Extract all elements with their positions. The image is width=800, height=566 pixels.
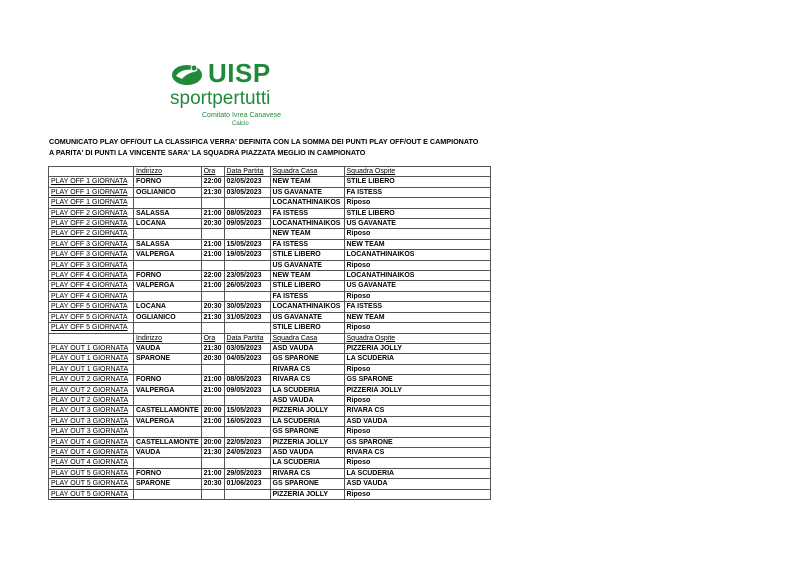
- away-team-cell: Riposo: [344, 489, 490, 499]
- time-cell: [201, 395, 224, 405]
- home-team-cell: ASD VAUDA: [270, 395, 344, 405]
- away-team-cell: FA ISTESS: [344, 302, 490, 312]
- phase-cell: PLAY OFF 1 GIORNATA: [49, 187, 134, 197]
- away-team-cell: Riposo: [344, 229, 490, 239]
- time-cell: 20:30: [201, 479, 224, 489]
- phase-cell: PLAY OUT 5 GIORNATA: [49, 489, 134, 499]
- time-cell: 21:00: [201, 416, 224, 426]
- phase-cell: PLAY OUT 2 GIORNATA: [49, 385, 134, 395]
- table-row: [49, 395, 491, 405]
- place-cell: VALPERGA: [134, 281, 202, 291]
- uisp-logo: [168, 60, 298, 130]
- away-team-cell: Riposo: [344, 323, 490, 333]
- away-team-cell: PIZZERIA JOLLY: [344, 343, 490, 353]
- home-team-cell: ASD VAUDA: [270, 343, 344, 353]
- place-cell: VALPERGA: [134, 385, 202, 395]
- place-cell: CASTELLAMONTE: [134, 437, 202, 447]
- away-team-cell: Riposo: [344, 395, 490, 405]
- time-cell: 21:30: [201, 343, 224, 353]
- away-team-cell: Riposo: [344, 260, 490, 270]
- home-team-cell: STILE LIBERO: [270, 281, 344, 291]
- home-team-cell: PIZZERIA JOLLY: [270, 489, 344, 499]
- place-cell: VAUDA: [134, 343, 202, 353]
- phase-cell: PLAY OFF 2 GIORNATA: [49, 229, 134, 239]
- away-team-cell: FA ISTESS: [344, 187, 490, 197]
- time-cell: [201, 229, 224, 239]
- time-cell: 20:30: [201, 219, 224, 229]
- time-cell: 21:30: [201, 187, 224, 197]
- date-cell: 09/05/2023: [224, 219, 270, 229]
- place-cell: FORNO: [134, 375, 202, 385]
- time-cell: 21:00: [201, 281, 224, 291]
- notice-line-1: COMUNICATO PLAY OFF/OUT LA CLASSIFICA VERRA' DEFINITA CON LA SOMMA DEI PUNTI PLAY OFF/OUT E CAMPIONATO: [49, 137, 479, 146]
- table-header-row: [49, 333, 491, 343]
- phase-cell: PLAY OFF 5 GIORNATA: [49, 312, 134, 322]
- date-cell: 09/05/2023: [224, 385, 270, 395]
- phase-cell: PLAY OUT 5 GIORNATA: [49, 468, 134, 478]
- away-team-cell: GS SPARONE: [344, 375, 490, 385]
- date-cell: [224, 260, 270, 270]
- date-cell: 15/05/2023: [224, 406, 270, 416]
- date-cell: 19/05/2023: [224, 250, 270, 260]
- date-cell: [224, 198, 270, 208]
- time-cell: [201, 364, 224, 374]
- home-team-cell: FA ISTESS: [270, 208, 344, 218]
- home-team-cell: LOCANATHINAIKOS: [270, 302, 344, 312]
- phase-cell: PLAY OFF 1 GIORNATA: [49, 198, 134, 208]
- table-row: [49, 271, 491, 281]
- phase-cell: PLAY OFF 4 GIORNATA: [49, 271, 134, 281]
- header-empty: [49, 167, 134, 177]
- home-team-cell: LOCANATHINAIKOS: [270, 219, 344, 229]
- table-row: [49, 208, 491, 218]
- phase-cell: PLAY OUT 5 GIORNATA: [49, 479, 134, 489]
- phase-cell: PLAY OUT 4 GIORNATA: [49, 437, 134, 447]
- date-cell: 04/05/2023: [224, 354, 270, 364]
- time-cell: 20:00: [201, 406, 224, 416]
- date-cell: [224, 489, 270, 499]
- away-team-cell: Riposo: [344, 427, 490, 437]
- away-team-cell: STILE LIBERO: [344, 177, 490, 187]
- date-cell: 03/05/2023: [224, 343, 270, 353]
- phase-cell: PLAY OFF 3 GIORNATA: [49, 260, 134, 270]
- place-cell: [134, 260, 202, 270]
- table-row: [49, 343, 491, 353]
- phase-cell: PLAY OFF 4 GIORNATA: [49, 291, 134, 301]
- date-cell: [224, 395, 270, 405]
- place-cell: FORNO: [134, 177, 202, 187]
- away-team-cell: ASD VAUDA: [344, 479, 490, 489]
- home-team-cell: GS SPARONE: [270, 354, 344, 364]
- place-cell: CASTELLAMONTE: [134, 406, 202, 416]
- home-team-cell: LA SCUDERIA: [270, 416, 344, 426]
- date-cell: 15/05/2023: [224, 239, 270, 249]
- header-indirizzo: Indirizzo: [134, 167, 202, 177]
- away-team-cell: PIZZERIA JOLLY: [344, 385, 490, 395]
- date-cell: 29/05/2023: [224, 468, 270, 478]
- place-cell: FORNO: [134, 271, 202, 281]
- home-team-cell: US GAVANATE: [270, 312, 344, 322]
- table-row: [49, 198, 491, 208]
- time-cell: [201, 427, 224, 437]
- logo-committee: Comitato Ivrea Canavese: [202, 112, 281, 119]
- home-team-cell: RIVARA CS: [270, 468, 344, 478]
- date-cell: 24/05/2023: [224, 447, 270, 457]
- time-cell: 20:30: [201, 354, 224, 364]
- table-row: [49, 302, 491, 312]
- home-team-cell: RIVARA CS: [270, 375, 344, 385]
- place-cell: LOCANA: [134, 219, 202, 229]
- schedule-table: [48, 166, 491, 500]
- away-team-cell: GS SPARONE: [344, 437, 490, 447]
- away-team-cell: US GAVANATE: [344, 281, 490, 291]
- table-row: [49, 219, 491, 229]
- home-team-cell: ASD VAUDA: [270, 447, 344, 457]
- date-cell: 26/05/2023: [224, 281, 270, 291]
- time-cell: 22:00: [201, 177, 224, 187]
- home-team-cell: PIZZERIA JOLLY: [270, 437, 344, 447]
- table-row: [49, 187, 491, 197]
- time-cell: [201, 291, 224, 301]
- phase-cell: PLAY OUT 3 GIORNATA: [49, 406, 134, 416]
- time-cell: 20:00: [201, 437, 224, 447]
- phase-cell: PLAY OUT 3 GIORNATA: [49, 427, 134, 437]
- home-team-cell: US GAVANATE: [270, 187, 344, 197]
- header-empty: [49, 333, 134, 343]
- place-cell: [134, 489, 202, 499]
- time-cell: 21:30: [201, 312, 224, 322]
- home-team-cell: NEW TEAM: [270, 177, 344, 187]
- header-indirizzo: Indirizzo: [134, 333, 202, 343]
- schedule-body: [49, 167, 491, 500]
- table-row: [49, 437, 491, 447]
- home-team-cell: LOCANATHINAIKOS: [270, 198, 344, 208]
- table-row: [49, 375, 491, 385]
- phase-cell: PLAY OFF 4 GIORNATA: [49, 281, 134, 291]
- home-team-cell: LA SCUDERIA: [270, 458, 344, 468]
- away-team-cell: LA SCUDERIA: [344, 468, 490, 478]
- phase-cell: PLAY OUT 4 GIORNATA: [49, 447, 134, 457]
- place-cell: [134, 427, 202, 437]
- phase-cell: PLAY OFF 1 GIORNATA: [49, 177, 134, 187]
- time-cell: 21:00: [201, 468, 224, 478]
- phase-cell: PLAY OFF 5 GIORNATA: [49, 302, 134, 312]
- date-cell: 01/06/2023: [224, 479, 270, 489]
- away-team-cell: RIVARA CS: [344, 406, 490, 416]
- table-row: [49, 260, 491, 270]
- date-cell: 16/05/2023: [224, 416, 270, 426]
- place-cell: [134, 291, 202, 301]
- home-team-cell: GS SPARONE: [270, 427, 344, 437]
- header-casa: Squadra Casa: [270, 167, 344, 177]
- header-data: Data Partita: [224, 167, 270, 177]
- header-ospite: Squadra Ospite: [344, 167, 490, 177]
- time-cell: 22:00: [201, 271, 224, 281]
- away-team-cell: Riposo: [344, 198, 490, 208]
- time-cell: 21:00: [201, 239, 224, 249]
- place-cell: SPARONE: [134, 354, 202, 364]
- place-cell: [134, 395, 202, 405]
- home-team-cell: NEW TEAM: [270, 271, 344, 281]
- time-cell: 21:00: [201, 208, 224, 218]
- place-cell: [134, 364, 202, 374]
- date-cell: 08/05/2023: [224, 208, 270, 218]
- place-cell: [134, 458, 202, 468]
- away-team-cell: Riposo: [344, 458, 490, 468]
- home-team-cell: US GAVANATE: [270, 260, 344, 270]
- phase-cell: PLAY OUT 3 GIORNATA: [49, 416, 134, 426]
- date-cell: 02/05/2023: [224, 177, 270, 187]
- table-row: [49, 385, 491, 395]
- logo-wordmark: UISP: [208, 58, 271, 88]
- time-cell: [201, 198, 224, 208]
- place-cell: SALASSA: [134, 239, 202, 249]
- date-cell: [224, 427, 270, 437]
- phase-cell: PLAY OUT 1 GIORNATA: [49, 343, 134, 353]
- phase-cell: PLAY OFF 5 GIORNATA: [49, 323, 134, 333]
- phase-cell: PLAY OUT 4 GIORNATA: [49, 458, 134, 468]
- place-cell: [134, 229, 202, 239]
- place-cell: [134, 323, 202, 333]
- home-team-cell: STILE LIBERO: [270, 250, 344, 260]
- away-team-cell: LOCANATHINAIKOS: [344, 250, 490, 260]
- table-row: [49, 239, 491, 249]
- home-team-cell: GS SPARONE: [270, 479, 344, 489]
- table-row: [49, 489, 491, 499]
- notice-line-2: A PARITA' DI PUNTI LA VINCENTE SARA' LA SQUADRA PIAZZATA MEGLIO IN CAMPIONATO: [49, 148, 366, 157]
- place-cell: VAUDA: [134, 447, 202, 457]
- away-team-cell: ASD VAUDA: [344, 416, 490, 426]
- date-cell: 30/05/2023: [224, 302, 270, 312]
- time-cell: 21:00: [201, 375, 224, 385]
- date-cell: 08/05/2023: [224, 375, 270, 385]
- away-team-cell: LA SCUDERIA: [344, 354, 490, 364]
- header-casa: Squadra Casa: [270, 333, 344, 343]
- time-cell: [201, 458, 224, 468]
- table-row: [49, 323, 491, 333]
- time-cell: [201, 323, 224, 333]
- place-cell: OGLIANICO: [134, 187, 202, 197]
- date-cell: [224, 364, 270, 374]
- away-team-cell: US GAVANATE: [344, 219, 490, 229]
- home-team-cell: RIVARA CS: [270, 364, 344, 374]
- time-cell: [201, 260, 224, 270]
- header-ora: Ora: [201, 333, 224, 343]
- table-row: [49, 312, 491, 322]
- time-cell: 20:30: [201, 302, 224, 312]
- table-row: [49, 447, 491, 457]
- date-cell: [224, 458, 270, 468]
- date-cell: [224, 291, 270, 301]
- away-team-cell: LOCANATHINAIKOS: [344, 271, 490, 281]
- time-cell: [201, 489, 224, 499]
- place-cell: LOCANA: [134, 302, 202, 312]
- header-ora: Ora: [201, 167, 224, 177]
- time-cell: 21:30: [201, 447, 224, 457]
- home-team-cell: PIZZERIA JOLLY: [270, 406, 344, 416]
- table-row: [49, 250, 491, 260]
- home-team-cell: FA ISTESS: [270, 291, 344, 301]
- runner-logo-icon: [170, 62, 204, 86]
- table-row: [49, 468, 491, 478]
- date-cell: 23/05/2023: [224, 271, 270, 281]
- date-cell: 31/05/2023: [224, 312, 270, 322]
- logo-sport: Calcio: [232, 121, 249, 127]
- time-cell: 21:00: [201, 385, 224, 395]
- away-team-cell: STILE LIBERO: [344, 208, 490, 218]
- home-team-cell: FA ISTESS: [270, 239, 344, 249]
- phase-cell: PLAY OFF 3 GIORNATA: [49, 239, 134, 249]
- table-row: [49, 427, 491, 437]
- phase-cell: PLAY OFF 2 GIORNATA: [49, 219, 134, 229]
- date-cell: [224, 229, 270, 239]
- table-row: [49, 479, 491, 489]
- logo-tagline: sportpertutti: [170, 88, 271, 109]
- place-cell: SALASSA: [134, 208, 202, 218]
- table-row: [49, 354, 491, 364]
- away-team-cell: Riposo: [344, 364, 490, 374]
- place-cell: SPARONE: [134, 479, 202, 489]
- phase-cell: PLAY OUT 2 GIORNATA: [49, 375, 134, 385]
- phase-cell: PLAY OFF 2 GIORNATA: [49, 208, 134, 218]
- header-ospite: Squadra Ospite: [344, 333, 490, 343]
- place-cell: VALPERGA: [134, 250, 202, 260]
- place-cell: [134, 198, 202, 208]
- phase-cell: PLAY OFF 3 GIORNATA: [49, 250, 134, 260]
- table-row: [49, 291, 491, 301]
- phase-cell: PLAY OUT 1 GIORNATA: [49, 354, 134, 364]
- phase-cell: PLAY OUT 1 GIORNATA: [49, 364, 134, 374]
- away-team-cell: NEW TEAM: [344, 312, 490, 322]
- away-team-cell: Riposo: [344, 291, 490, 301]
- header-data: Data Partita: [224, 333, 270, 343]
- date-cell: 22/05/2023: [224, 437, 270, 447]
- home-team-cell: LA SCUDERIA: [270, 385, 344, 395]
- place-cell: FORNO: [134, 468, 202, 478]
- phase-cell: PLAY OUT 2 GIORNATA: [49, 395, 134, 405]
- table-row: [49, 229, 491, 239]
- date-cell: 03/05/2023: [224, 187, 270, 197]
- table-row: [49, 364, 491, 374]
- date-cell: [224, 323, 270, 333]
- table-row: [49, 416, 491, 426]
- table-row: [49, 177, 491, 187]
- place-cell: VALPERGA: [134, 416, 202, 426]
- table-header-row: [49, 167, 491, 177]
- place-cell: OGLIANICO: [134, 312, 202, 322]
- home-team-cell: STILE LIBERO: [270, 323, 344, 333]
- table-row: [49, 406, 491, 416]
- table-row: [49, 281, 491, 291]
- away-team-cell: RIVARA CS: [344, 447, 490, 457]
- away-team-cell: NEW TEAM: [344, 239, 490, 249]
- table-row: [49, 458, 491, 468]
- notice-text: [49, 136, 478, 158]
- time-cell: 21:00: [201, 250, 224, 260]
- home-team-cell: NEW TEAM: [270, 229, 344, 239]
